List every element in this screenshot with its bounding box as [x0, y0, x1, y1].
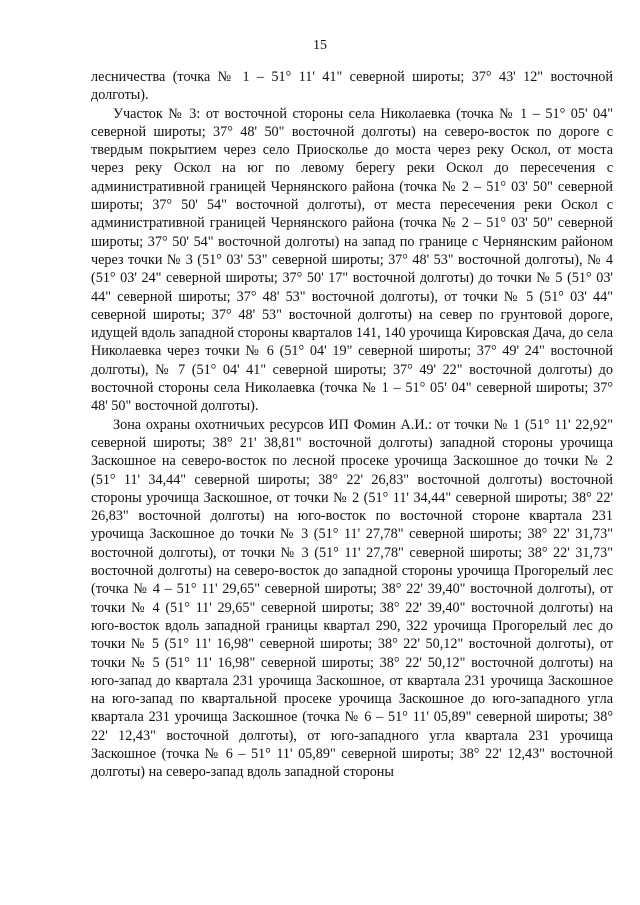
paragraph-protection-zone: Зона охраны охотничьих ресурсов ИП Фомин А.И.: от точки № 1 (51° 11' 22,92" северной широты; 38° 21' 38,81" восточной долготы) западной стороны урочища Заскошное на северо-восток по лесной просеке урочища Заскошное до точки № 2 (51° 11' 34,44" северной широты; 38° 22' 26,83" восточной долготы) восточной стороны урочища Заскошное, от точки № 2 (51° 11' 34,44" северной широты; 38° 22' 26,83" восточной долготы) на юго-восток по восточной стороне квартала 231 урочища Заскошное до точки № 3 (51° 11' 27,78" северной широты; 38° 22' 31,73" восточной долготы), от точки № 3 (51° 11' 27,78" северной широты; 38° 22' 31,73" восточной долготы) на северо-восток до западной стороны урочища Прогорелый лес (точка № 4 – 51° 11' 29,65" северной широты; 38° 22' 39,40" восточной долготы), от точки № 4 (51° 11' 29,65" северной широты; 38° 22' 39,40" восточной долготы) на юго-восток вдоль западной границы квартал 290, 322 урочища Прогорелый лес до точки № 5 (51° 11' 16,98" северной широты; 38° 22' 50,12" восточной долготы), от точки № 5 (51° 11' 16,98" северной широты; 38° 22' 50,12" восточной долготы) на юго-запад до квартала 231 урочища Заскошное, от квартала 231 урочища Заскошное на юго-запад по квартальной просеке урочища Заскошное до юго-западного угла квартала 231 урочища Заскошное (точка № 6 – 51° 11' 05,89" северной широты; 38° 22' 12,43" восточной долготы), от юго-западного угла квартала 231 урочища Заскошное (точка № 6 – 51° 11' 05,89" северной широты; 38° 22' 12,43" восточной долготы) на северо-запад вдоль западной стороны	[91, 416, 613, 781]
page-number: 15	[313, 38, 327, 53]
paragraph-section-3: Участок № 3: от восточной стороны села Николаевка (точка № 1 – 51° 05' 04" северной широты; 37° 48' 50" восточной долготы) на северо-восток по дороге с твердым покрытием через село Приосколье до моста через реку Оскол, от моста через реку Оскол на юг по левому берегу реки Оскол до пересечения с административной границей Чернянского района (точка № 2 – 51° 03' 50" северной широты; 37° 50' 54" восточной долготы), от места пересечения реки Оскол с административной границей Чернянского района (точка № 2 – 51° 03' 50" северной широты; 37° 50' 54" восточной долготы) на запад по границе с Чернянским районом через точки № 3 (51° 03' 53" северной широты; 37° 48' 53" восточной долготы), № 4 (51° 03' 24" северной широты; 37° 50' 17" восточной долготы) до точки № 5 (51° 03' 44" северной широты; 37° 48' 53" восточной долготы), от точки № 5 (51° 03' 44" северной широты; 37° 48' 53" восточной долготы) на север по грунтовой дороге, идущей вдоль западной стороны кварталов 141, 140 урочища Кировская Дача, до села Николаевка через точки № 6 (51° 04' 19" северной широты; 37° 49' 24" восточной долготы), № 7 (51° 04' 41" северной широты; 37° 49' 22" восточной долготы) до восточной стороны села Николаевка (точка № 1 – 51° 05' 04" северной широты; 37° 48' 50" восточной долготы).	[91, 105, 613, 415]
paragraph-continuation: лесничества (точка № 1 – 51° 11' 41" северной широты; 37° 43' 12" восточной долготы).	[91, 69, 613, 104]
document-body	[91, 68, 613, 782]
